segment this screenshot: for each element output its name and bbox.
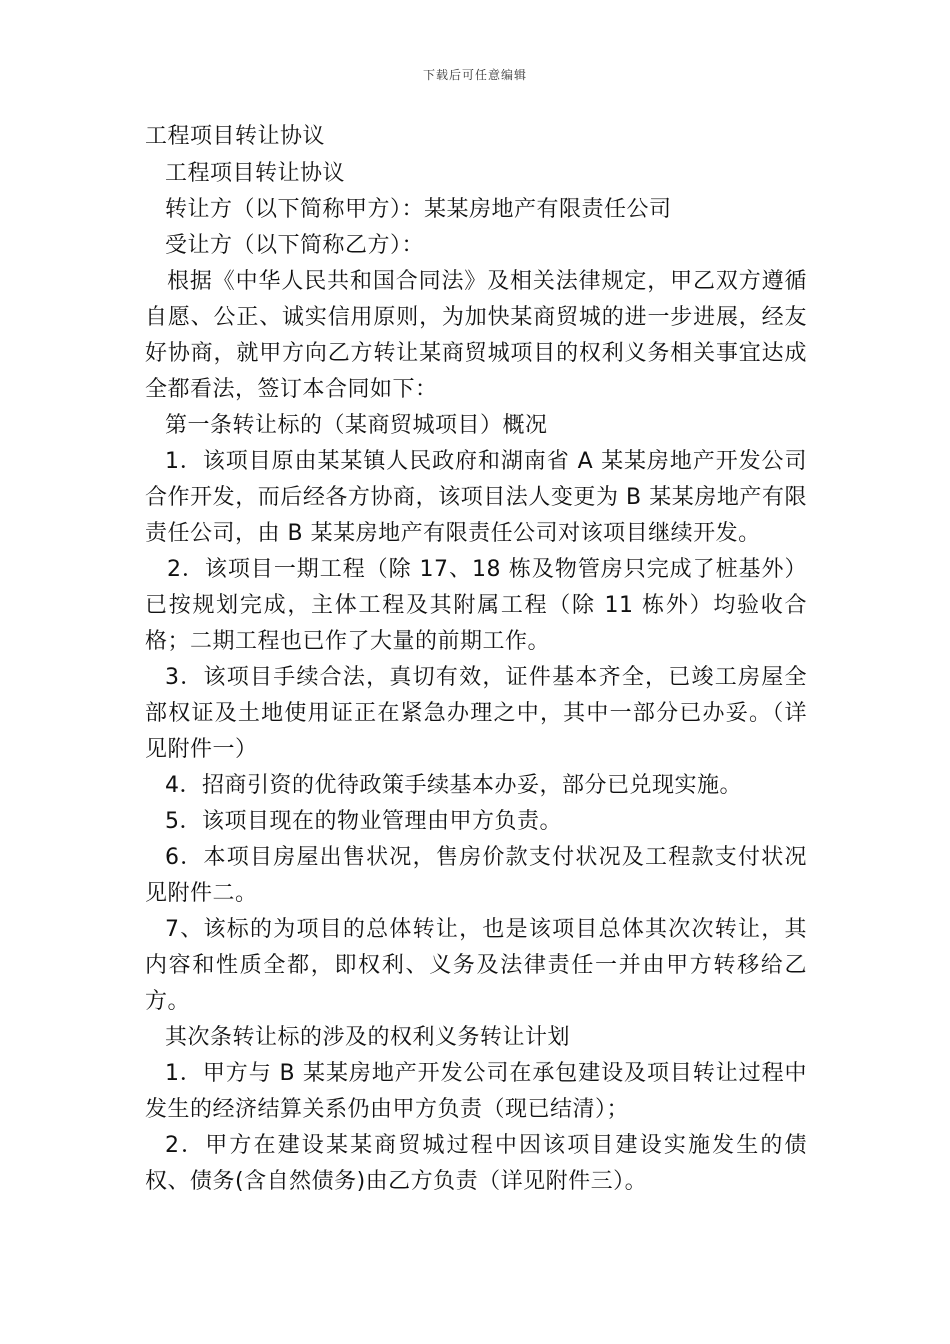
article1-item-2: 2．该项目一期工程（除 17、18 栋及物管房只完成了桩基外）已按规划完成，主体工程及其附属工程（除 11 栋外）均验收合格；二期工程也已作了大量的前期工作。	[145, 557, 807, 654]
article1-heading: 第一条转让标的（某商贸城项目）概况	[165, 413, 548, 438]
document-title: 工程项目转让协议	[145, 124, 326, 149]
article1-item-7: 7、该标的为项目的总体转让，也是该项目总体其次次转让，其内容和性质全都，即权利、义务及法律责任一并由甲方转移给乙方。	[145, 917, 807, 1014]
article2-heading: 其次条转让标的涉及的权利义务转让计划	[165, 1025, 571, 1050]
article1-item-5: 5．该项目现在的物业管理由甲方负责。	[165, 809, 562, 834]
article1-item-3: 3．该项目手续合法，真切有效，证件基本齐全，已竣工房屋全部权证及土地使用证正在紧急办理之中，其中一部分已办妥。（详见附件一）	[145, 665, 807, 762]
article1-item-1: 1．该项目原由某某镇人民政府和湖南省 A 某某房地产开发公司合作开发，而后经各方协商，该项目法人变更为 B 某某房地产有限责任公司，由 B 某某房地产有限责任公司对该项目继续开发。	[145, 449, 807, 546]
article1-item-4: 4．招商引资的优待政策手续基本办妥，部分已兑现实施。	[165, 773, 742, 798]
transferor-line: 转让方（以下简称甲方）：某某房地产有限责任公司	[165, 197, 672, 222]
page-header-note: 下载后可任意编辑	[422, 68, 527, 82]
article2-item-1: 1．甲方与 B 某某房地产开发公司在承包建设及项目转让过程中发生的经济结算关系仍由甲方负责（现已结清）；	[145, 1061, 807, 1122]
document-subtitle: 工程项目转让协议	[165, 161, 346, 186]
transferee-line: 受让方（以下简称乙方）：	[165, 233, 425, 258]
document-body	[145, 119, 807, 1200]
article1-item-6: 6．本项目房屋出售状况，售房价款支付状况及工程款支付状况见附件二。	[145, 845, 807, 906]
preamble-paragraph: 根据《中华人民共和国合同法》及相关法律规定，甲乙双方遵循自愿、公正、诚实信用原则，为加快某商贸城的进一步进展，经友好协商，就甲方向乙方转让某商贸城项目的权利义务相关事宜达成全都看法，签订本合同如下：	[145, 269, 807, 402]
article2-item-2: 2．甲方在建设某某商贸城过程中因该项目建设实施发生的债权、债务(含自然债务)由乙方负责（详见附件三）。	[145, 1133, 807, 1194]
